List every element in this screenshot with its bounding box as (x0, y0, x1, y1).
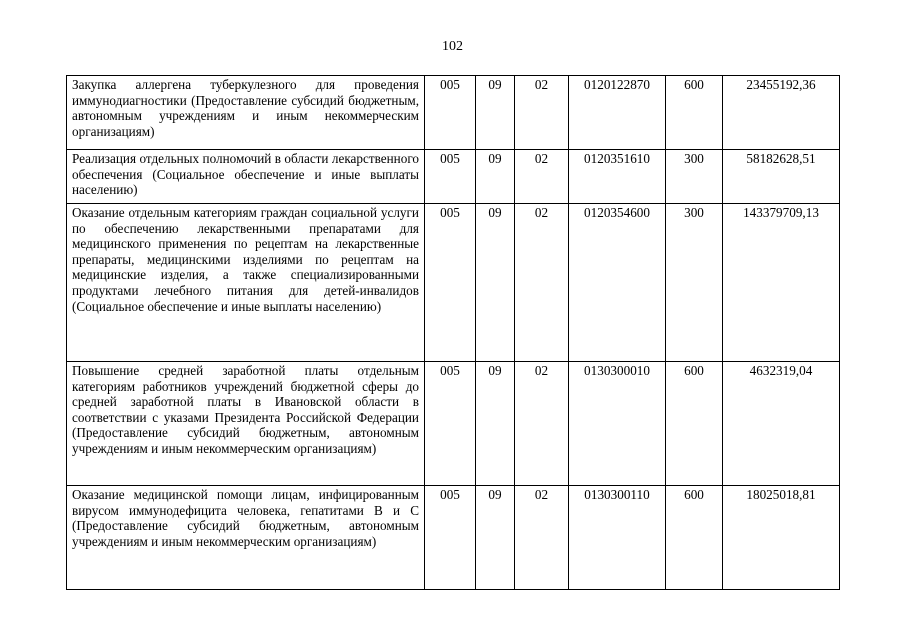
budget-table (66, 75, 840, 590)
table-row (67, 76, 840, 150)
table-row (67, 362, 840, 486)
row-section-code: 09 (476, 204, 515, 362)
row-description: Реализация отдельных полномочий в области лекарственного обеспечения (Социальное обеспечение и иные выплаты населению) (67, 150, 425, 204)
row-subsection-code: 02 (515, 362, 569, 486)
row-ministry-code: 005 (425, 150, 476, 204)
row-section-code: 09 (476, 76, 515, 150)
page-number: 102 (442, 39, 463, 54)
table-row (67, 486, 840, 590)
row-expense-type-code: 600 (666, 362, 723, 486)
row-target-article-code: 0120354600 (569, 204, 666, 362)
row-subsection-code: 02 (515, 486, 569, 590)
table-row (67, 150, 840, 204)
row-description: Закупка аллергена туберкулезного для проведения иммунодиагностики (Предоставление субсидий бюджетным, автономным учреждениям и иным некоммерческим организациям) (67, 76, 425, 150)
row-target-article-code: 0120351610 (569, 150, 666, 204)
row-subsection-code: 02 (515, 150, 569, 204)
row-section-code: 09 (476, 362, 515, 486)
row-amount: 4632319,04 (723, 362, 840, 486)
row-expense-type-code: 600 (666, 76, 723, 150)
row-ministry-code: 005 (425, 76, 476, 150)
row-ministry-code: 005 (425, 486, 476, 590)
row-section-code: 09 (476, 486, 515, 590)
row-section-code: 09 (476, 150, 515, 204)
row-ministry-code: 005 (425, 362, 476, 486)
row-description: Оказание медицинской помощи лицам, инфицированным вирусом иммунодефицита человека, гепатитами B и C (Предоставление субсидий бюджетным, автономным учреждениям и иным некоммерческим организациям) (67, 486, 425, 590)
row-subsection-code: 02 (515, 204, 569, 362)
row-description: Оказание отдельным категориям граждан социальной услуги по обеспечению лекарственными препаратами для медицинского применения по рецептам на лекарственные препараты, медицинскими изделиями по рецептам на медицинские изделия, а также специализированными продуктами лечебного питания для детей-инвалидов (Социальное обеспечение и иные выплаты населению) (67, 204, 425, 362)
row-target-article-code: 0120122870 (569, 76, 666, 150)
row-expense-type-code: 300 (666, 204, 723, 362)
row-amount: 58182628,51 (723, 150, 840, 204)
table-row (67, 204, 840, 362)
row-description: Повышение средней заработной платы отдельным категориям работников учреждений бюджетной сферы до средней заработной платы в Ивановской области в соответствии с указами Президента Российской Федерации (Предоставление субсидий бюджетным, автономным учреждениям и иным некоммерческим организациям) (67, 362, 425, 486)
row-expense-type-code: 300 (666, 150, 723, 204)
row-expense-type-code: 600 (666, 486, 723, 590)
row-ministry-code: 005 (425, 204, 476, 362)
row-subsection-code: 02 (515, 76, 569, 150)
row-target-article-code: 0130300110 (569, 486, 666, 590)
row-target-article-code: 0130300010 (569, 362, 666, 486)
row-amount: 18025018,81 (723, 486, 840, 590)
row-amount: 23455192,36 (723, 76, 840, 150)
row-amount: 143379709,13 (723, 204, 840, 362)
